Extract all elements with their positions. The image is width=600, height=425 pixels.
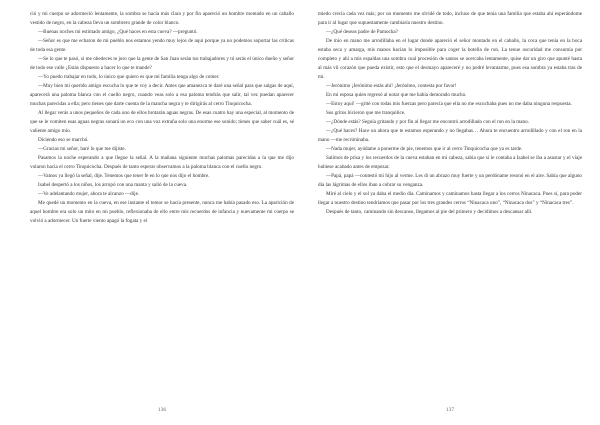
paragraph: —Muy bien mi querido amigo escucha lo que te voy a decir. Antes que amanezca te daré una señal para que salgas de aquí, aparecerá una paloma blanca con el cuello negro, cuando veas solo a esa paloma tendrás que salir, tal vez puedan aparecer muchas parecidas a ella; pero tienes que darte cuenta de la mancha negra y te dirigirás al cerro Tinquicocha. [30, 83, 294, 107]
paragraph: —Buenas noches mi estimado amigo, ¿Qué haces en esta cueva? —preguntó. [38, 29, 198, 35]
paragraph: miedo crecía cada vez más; por un momento me olvidé de todo, incluso de que tenía una familia que estaba ahí esperándome para ir al lugar que supuestamente cambiaría nuestro destino. [318, 11, 582, 26]
paragraph: —Ve adelantando mujer, ahora te alcanzo —dije. [38, 191, 140, 197]
paragraph: —Yo puedo trabajar en todo, lo único que quiero es que mi familia tenga algo de comer. [38, 74, 220, 80]
paragraph: En mi esposa quien regresó al notar que me había demorado mucho. [326, 92, 467, 98]
left-page [30, 10, 294, 415]
paragraph: Diciendo eso se marchó. [38, 137, 89, 143]
paragraph: ció y mi cuerpo se adormeció lentamente, la sombra se hacía más clara y por fin apareció un hombre montado en un caballo vestido de negro, en la cabeza lleva un sombrero grande de color blanco. [30, 11, 294, 26]
paragraph: Al llegar verás a unos pequeños de cada uno de ellos brotarán aguas negras. De esas cuatro hay una especial, al momento de que se le vomiten esas aguas negras sonará un eco con una voz extraña solo una enorme ese sonido; tienes que saber cuál es, sé valiente amigo mío. [30, 110, 294, 134]
paragraph: Después de tanto, caminando sin descanso, llegamos al pie del primero y decidimos a descansar allí. [326, 209, 533, 215]
paragraph: —Señor es que me echaron de mi pueblo nos estamos yendo muy lejos de aquí porque ya no podemos soportar las críticas de toda esa gente. [30, 38, 294, 53]
paragraph: —¿Dónde estás? Seguía gritando y por fin al llegar me encontró arrodillado con el ron en la mano. [326, 119, 529, 125]
paragraph: De mío en mano me arrodillaba en el lugar donde apareció el señor montado en el caballo, la coca que tenía en la boca estaba seca y amarga, mis manos hacían lo imposible para coger la botella de ron. La tenue oscuridad me consumía por completo y ahí a mis espaldas una sombra cual procesión de santos se acercaba lentamente, quise dar un giro que apunté hasta al más vil corazón que pueda existir, esto que el desmayo apareceré y no podré levantarme, pues esa sombra ya estaba tras de mí. [318, 38, 582, 80]
paragraph: Salimos de prisa y los recuerdos de la cueva estaban en mi cabeza, sabía que si le contaba a Isabel se iba a asustar y el viaje hubiese acabado antes de empezar. [318, 155, 582, 170]
paragraph: —Papá, papá —contestó mi hijo al verme. Les di un abrazo muy fuerte y un perdóname resonó en el aire. Sabía que alguno día las lágrimas de ellos iban a cobrar su venganza. [318, 173, 582, 188]
paragraph: Miré al cielo y el sol ya daba el medio día. Caminamos y caminamos hasta llegar a los cerros Ninacaca. Pues sí, para poder llegar a nuestro destino tendríamos que pasar por los tres grandes cerros “Ninacaca uno”, “Ninacaca dos” y “Ninacaca tres”. [318, 191, 582, 206]
paragraph: —Jerónimo ¡Jerónimo estás ahí! ¡Jerónimo, contesta por favor! [326, 83, 457, 89]
paragraph: —Gracias mi señor, haré lo que me dijiste. [38, 146, 126, 152]
paragraph: Isabel despertó a los niños, los arropó con una manta y salió de la cueva. [38, 182, 188, 188]
paragraph: —Estoy aquí! —grité con todas mis fuerzas pero parecía que ella no me escuchaba pues no me daba ninguna respuesta. [326, 101, 572, 107]
paragraph: —¿Qué haces? Hace un ahora que te estamos esperando y no llegabas… Ahora te encuentro arrodillado y con el ron en la mano —me recriminaba. [318, 128, 582, 143]
page-number: 137 [445, 407, 455, 413]
paragraph: —¿Qué deseas padre de Pamocha? [326, 29, 398, 35]
right-page [318, 10, 582, 415]
paragraph: Me quedé un momento en la cueva, en ese instante el temor se hacía presente, nunca me había pasado eso. La aparición de aquel hombre era solo un mito en mi pueblo, reflexionaba de ello entre mis recuerdos de infancia y nuevamente mi cuerpo se volvió a adormecer. Un fuerte viento apagó la fogata y el [30, 200, 294, 224]
paragraph: Sus gritos hicieron que me tranquilice. [326, 110, 406, 116]
page-number: 136 [157, 407, 167, 413]
paragraph: —Se lo que te pasó, si me obedeces te juro que la gente de San Juan serán tus trabajadores y tú serás el único dueño y señor de todo ese valle ¿Estás dispuesto a hacer lo que te mande? [30, 56, 294, 71]
paragraph: —Vamos ya llegó la señal, dije. Tenemos que tener fe en lo que nos dijo el hombre. [38, 173, 210, 179]
paragraph: —Nada mujer, ayúdame a ponerme de pie, tenemos que ir al cerro Tinquicocha que ya es tarde. [326, 146, 523, 152]
paragraph: Pasamos la noche esperando a que llegue la señal. A la mañana siguiente muchas palomas parecidas a la que me dijo volaron hacia el cerro Tinquicocha. Después de tanto esperar observamos a la paloma blanca con el cuello negro. [30, 155, 294, 170]
